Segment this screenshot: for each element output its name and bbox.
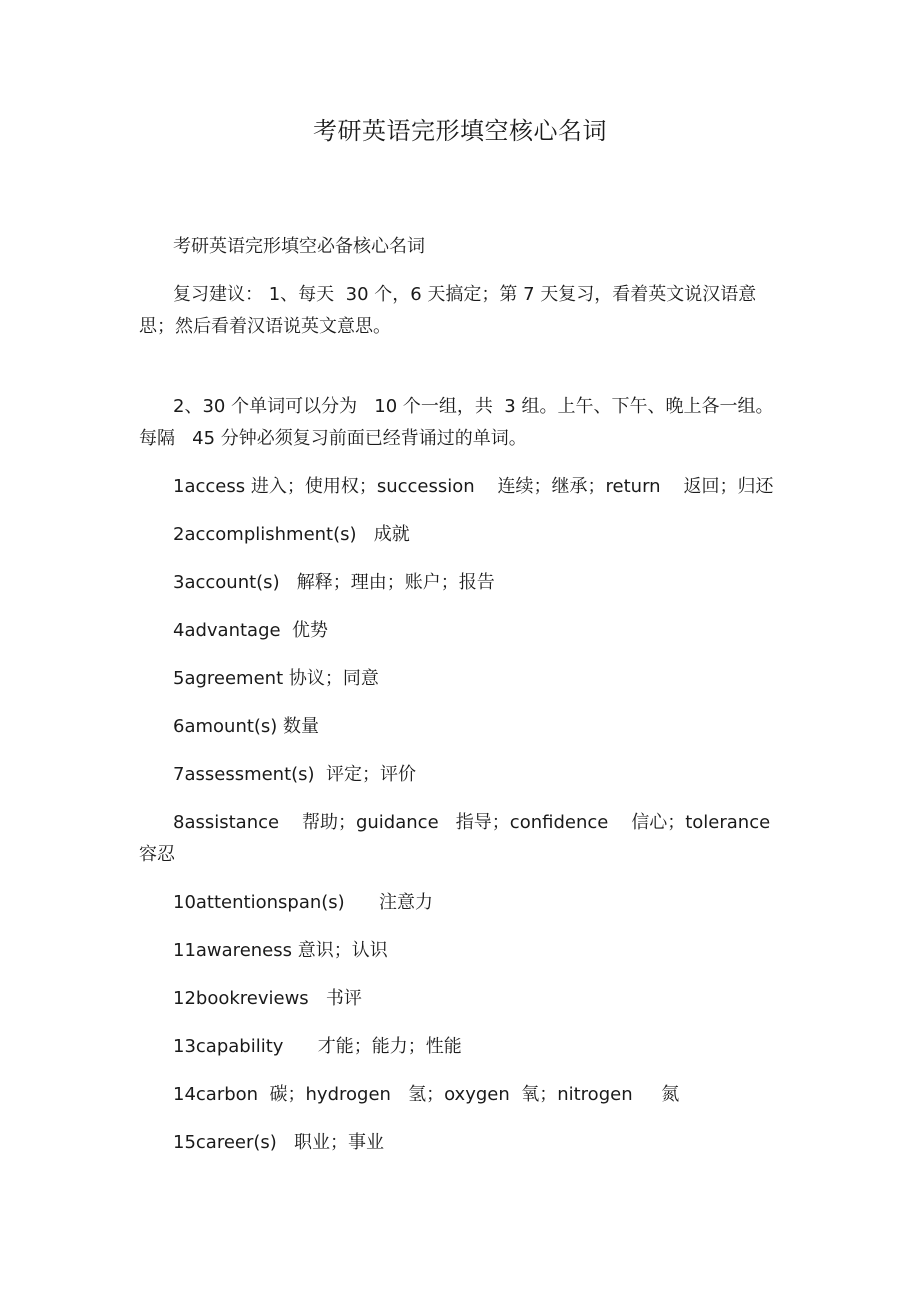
vocab-entry: 11awareness 意识；认识 <box>173 940 388 961</box>
page-title: 考研英语完形填空核心名词 <box>313 117 607 145</box>
vocab-entry: 5agreement 协议；同意 <box>173 668 379 689</box>
subtitle: 考研英语完形填空必备核心名词 <box>173 236 425 257</box>
document-body <box>139 231 779 1159</box>
vocab-entry: 3account(s) 解释；理由；账户；报告 <box>173 572 495 593</box>
vocab-entry: 14carbon 碳；hydrogen 氢；oxygen 氧；nitrogen 氮 <box>173 1084 680 1105</box>
vocab-entry: 13capability 才能；能力；性能 <box>173 1036 462 1057</box>
vocab-entry: 7assessment(s) 评定；评价 <box>173 764 417 785</box>
review-advice-2: 2、30 个单词可以分为 10 个一组，共 3 组。上午、下午、晚上各一组。每隔 45 分钟必须复习前面已经背诵过的单词。 <box>139 396 774 449</box>
vocab-entry: 10attentionspan(s) 注意力 <box>173 892 434 913</box>
vocab-entry: 1access 进入；使用权；succession 连续；继承；return 返回；归还 <box>173 476 774 497</box>
vocab-entry: 2accomplishment(s) 成就 <box>173 524 410 545</box>
vocab-entry: 6amount(s) 数量 <box>173 716 320 737</box>
vocab-entry: 4advantage 优势 <box>173 620 329 641</box>
vocab-entry: 12bookreviews 书评 <box>173 988 362 1009</box>
vocab-entry: 8assistance 帮助；guidance 指导；confidence 信心；tolerance 容忍 <box>139 812 776 865</box>
vocab-entry: 15career(s) 职业；事业 <box>173 1132 384 1153</box>
review-advice-1: 复习建议： 1、每天 30 个，6 天搞定；第 7 天复习，看着英文说汉语意思；然后看着汉语说英文意思。 <box>139 284 757 337</box>
